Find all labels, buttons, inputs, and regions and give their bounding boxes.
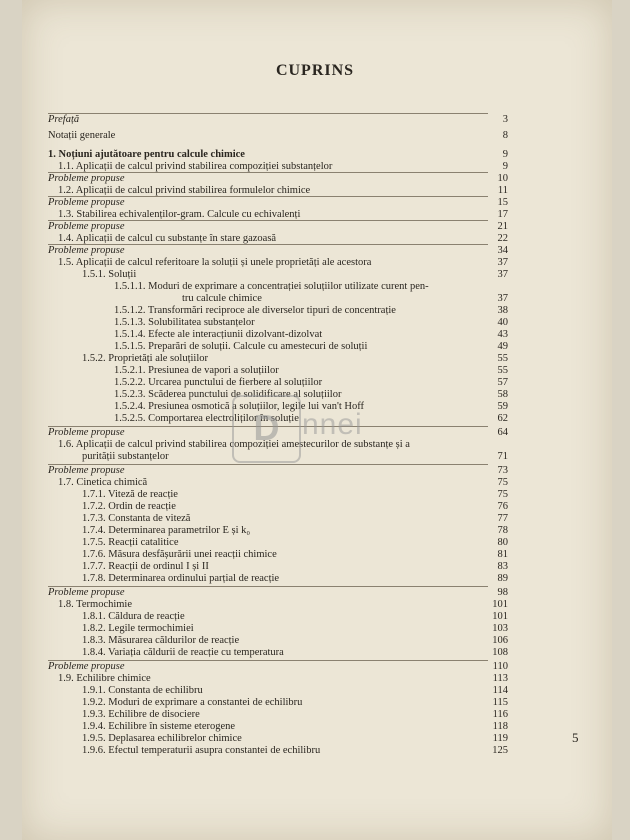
toc-entry-page: 9 [502, 161, 508, 172]
toc-entry-page: 49 [497, 341, 508, 352]
toc-entry-title: 1.6. Aplicații de calcul privind stabilirea compoziției amestecurilor de substanțe și a [58, 439, 410, 450]
toc-entry-title: Probleme propuse [48, 221, 125, 232]
toc-entry-page: 22 [497, 233, 508, 244]
toc-entry [82, 685, 472, 697]
section-divider [48, 196, 488, 197]
toc-entry-title: 1.5.1.4. Efecte ale interacțiunii dizolvant-dizolvat [114, 329, 323, 340]
toc-entry [82, 489, 472, 501]
toc-entry [114, 365, 472, 377]
toc-entry-page: 118 [492, 721, 508, 732]
section-divider [48, 113, 488, 114]
toc-entry [82, 549, 472, 561]
toc-entry-title: 1.5.1.1. Moduri de exprimare a concentrației soluțiilor utilizate curent pen- [114, 281, 429, 292]
toc-entry-page: 40 [497, 317, 508, 328]
toc-entry [48, 173, 472, 185]
watermark-text: nnei [302, 408, 363, 441]
section-divider [48, 660, 488, 661]
section-divider [48, 586, 488, 587]
toc-entry-title: purității substanțelor [82, 451, 169, 462]
toc-entry-page: 119 [492, 733, 508, 744]
page-title: CUPRINS [275, 62, 355, 79]
toc-entry-title: 1.9.5. Deplasarea echilibrelor chimice [82, 733, 242, 744]
toc-entry-title: 1.9.1. Constanta de echilibru [82, 685, 203, 696]
toc-entry-page: 115 [492, 697, 508, 708]
toc-entry-page: 101 [492, 611, 508, 622]
toc-entry-title: 1.5.2.3. Scăderea punctului de solidificare al soluțiilor [114, 389, 342, 400]
toc-entry-title: Probleme propuse [48, 465, 125, 476]
toc-entry-title: 1.9.2. Moduri de exprimare a constantei de echilibru [82, 697, 303, 708]
toc-entry [58, 599, 472, 611]
toc-entry-page: 8 [502, 130, 508, 141]
toc-entry-page: 43 [497, 329, 508, 340]
toc-entry-page: 98 [497, 587, 508, 598]
toc-entry [82, 573, 472, 585]
toc-entry-title: 1.1. Aplicații de calcul privind stabilirea compoziției substanțelor [58, 161, 333, 172]
toc-entry-page: 114 [492, 685, 508, 696]
toc-entry-title: 1.7.3. Constanta de viteză [82, 513, 191, 524]
toc-entry [82, 611, 472, 623]
toc-entry-page: 57 [497, 377, 508, 388]
toc-entry [82, 721, 472, 733]
toc-entry-title: Notații generale [48, 130, 116, 141]
toc-entry-title: tru calcule chimice [182, 293, 262, 304]
toc-entry-title: 1.5.2. Proprietăți ale soluțiilor [82, 353, 208, 364]
toc-entry-title: 1.8.1. Căldura de reacție [82, 611, 185, 622]
toc-entry-page: 55 [497, 353, 508, 364]
toc-entry [48, 587, 472, 599]
toc-entry-title: Prefață [48, 114, 80, 125]
toc-entry-title: Probleme propuse [48, 587, 125, 598]
toc-entry-page: 110 [492, 661, 508, 672]
toc-entry-page: 59 [497, 401, 508, 412]
toc-entry-title: Probleme propuse [48, 427, 125, 438]
toc-entry [48, 197, 472, 209]
toc-entry-title: 1.7.8. Determinarea ordinului parțial de reacție [82, 573, 280, 584]
toc-entry [48, 221, 472, 233]
toc-entry-page: 77 [497, 513, 508, 524]
toc-entry [114, 281, 472, 293]
toc-entry [114, 341, 472, 353]
toc-entry-title: Probleme propuse [48, 245, 125, 256]
toc-entry [48, 149, 472, 161]
toc-entry-page: 101 [492, 599, 508, 610]
toc-entry-page: 17 [497, 209, 508, 220]
toc-entry-page: 15 [497, 197, 508, 208]
toc-entry-page: 38 [497, 305, 508, 316]
toc-entry-page: 76 [497, 501, 508, 512]
toc-entry-title: 1.9.4. Echilibre în sisteme eterogene [82, 721, 236, 732]
toc-entry-page: 106 [492, 635, 508, 646]
toc-entry-page: 89 [497, 573, 508, 584]
toc-entry [114, 377, 472, 389]
toc-entry-title: 1.5.2.5. Comportarea electroliților în soluție [114, 413, 299, 424]
toc-entry [82, 709, 472, 721]
toc-entry [82, 269, 472, 281]
toc-entry-page: 113 [492, 673, 508, 684]
toc-entry-title: 1.2. Aplicații de calcul privind stabilirea formulelor chimice [58, 185, 311, 196]
toc-entry [48, 130, 472, 142]
toc-entry-page: 73 [497, 465, 508, 476]
section-divider [48, 172, 488, 173]
toc-entry [182, 293, 472, 305]
toc-entry-title: 1.7.1. Viteză de reacție [82, 489, 178, 500]
toc-entry-page: 81 [497, 549, 508, 560]
toc-entry-title: 1.8. Termochimie [58, 599, 133, 610]
toc-entry [82, 647, 472, 659]
toc-entry-title: 1. Noțiuni ajutătoare pentru calcule chimice [48, 149, 245, 160]
toc-entry-title: Probleme propuse [48, 197, 125, 208]
toc-entry-page: 9 [502, 149, 508, 160]
toc-entry-page: 75 [497, 489, 508, 500]
toc-entry-page: 37 [497, 269, 508, 280]
toc-entry-page: 55 [497, 365, 508, 376]
toc-entry-page: 37 [497, 257, 508, 268]
toc-entry-page: 3 [502, 114, 508, 125]
toc-entry-title: 1.5.2.2. Urcarea punctului de fierbere al soluțiilor [114, 377, 323, 388]
toc-entry [114, 305, 472, 317]
toc-entry [82, 745, 472, 757]
section-divider [48, 220, 488, 221]
toc-entry-title: 1.7.5. Reacții catalitice [82, 537, 179, 548]
toc-entry-title: 1.7.6. Măsura desfășurării unei reacții chimice [82, 549, 277, 560]
toc-entry-page: 21 [497, 221, 508, 232]
toc-entry-page: 37 [497, 293, 508, 304]
toc-entry-title: 1.9.3. Echilibre de disociere [82, 709, 200, 720]
toc-entry [58, 257, 472, 269]
toc-entry [114, 317, 472, 329]
toc-entry-page: 64 [497, 427, 508, 438]
toc-entry-title: Probleme propuse [48, 173, 125, 184]
toc-entry-page: 125 [492, 745, 508, 756]
toc-entry [82, 353, 472, 365]
toc-entry [58, 477, 472, 489]
toc-entry-title: Probleme propuse [48, 661, 125, 672]
toc-entry-page: 11 [497, 185, 508, 196]
toc-entry [82, 525, 472, 537]
toc-entry-page: 58 [497, 389, 508, 400]
toc-entry-page: 116 [492, 709, 508, 720]
toc-entry-title: 1.5.2.4. Presiunea osmotică a soluțiilor, legile lui van't Hoff [114, 401, 365, 412]
toc-entry-page: 103 [492, 623, 508, 634]
toc-entry-page: 108 [492, 647, 508, 658]
toc-entry-title: 1.8.4. Variația căldurii de reacție cu temperatura [82, 647, 284, 658]
toc-entry-title: 1.8.3. Măsurarea căldurilor de reacție [82, 635, 240, 646]
toc-entry-title: 1.7.4. Determinarea parametrilor E și k₀ [82, 525, 251, 536]
toc-entry [82, 561, 472, 573]
toc-entry [82, 513, 472, 525]
section-divider [48, 464, 488, 465]
toc-entry-page: 75 [497, 477, 508, 488]
toc-entry [82, 623, 472, 635]
toc-entry [82, 733, 472, 745]
toc-entry-title: 1.3. Stabilirea echivalenților-gram. Calcule cu echivalenți [58, 209, 301, 220]
toc-entry-page: 62 [497, 413, 508, 424]
section-divider [48, 244, 488, 245]
toc-entry-title: 1.8.2. Legile termochimiei [82, 623, 194, 634]
toc-entry-title: 1.5.1.3. Solubilitatea substanțelor [114, 317, 255, 328]
toc-entry [82, 537, 472, 549]
toc-entry [82, 697, 472, 709]
toc-entry [82, 635, 472, 647]
toc-entry [58, 673, 472, 685]
toc-entry-title: 1.5.2.1. Presiunea de vapori a soluțiilor [114, 365, 279, 376]
toc-entry-title: 1.5.1.5. Preparări de soluții. Calcule cu amestecuri de soluții [114, 341, 368, 352]
toc-entry-page: 78 [497, 525, 508, 536]
toc-entry [48, 245, 472, 257]
toc-entry-page: 71 [497, 451, 508, 462]
toc-entry [48, 114, 472, 126]
toc-entry-title: 1.9. Echilibre chimice [58, 673, 151, 684]
toc-entry-page: 34 [497, 245, 508, 256]
toc-entry-title: 1.4. Aplicații de calcul cu substanțe în stare gazoasă [58, 233, 277, 244]
toc-entry-page: 83 [497, 561, 508, 572]
toc-entry [48, 661, 472, 673]
toc-entry [48, 465, 472, 477]
watermark-logo: D [232, 395, 301, 463]
toc-entry-page: 10 [497, 173, 508, 184]
toc-entry-title: 1.5.1. Soluții [82, 269, 137, 280]
page-number: 5 [572, 730, 579, 745]
toc-entry-page: 80 [497, 537, 508, 548]
toc-entry [114, 329, 472, 341]
toc-entry-title: 1.7.7. Reacții de ordinul I și II [82, 561, 209, 572]
toc-entry-title: 1.5.1.2. Transformări reciproce ale diverselor tipuri de concentrație [114, 305, 396, 316]
toc-entry-title: 1.5. Aplicații de calcul referitoare la soluții și unele proprietăți ale acestora [58, 257, 372, 268]
toc-entry-title: 1.7. Cinetica chimică [58, 477, 148, 488]
toc-entry [82, 501, 472, 513]
toc-entry-title: 1.9.6. Efectul temperaturii asupra constantei de echilibru [82, 745, 321, 756]
toc-entry-title: 1.7.2. Ordin de reacție [82, 501, 176, 512]
